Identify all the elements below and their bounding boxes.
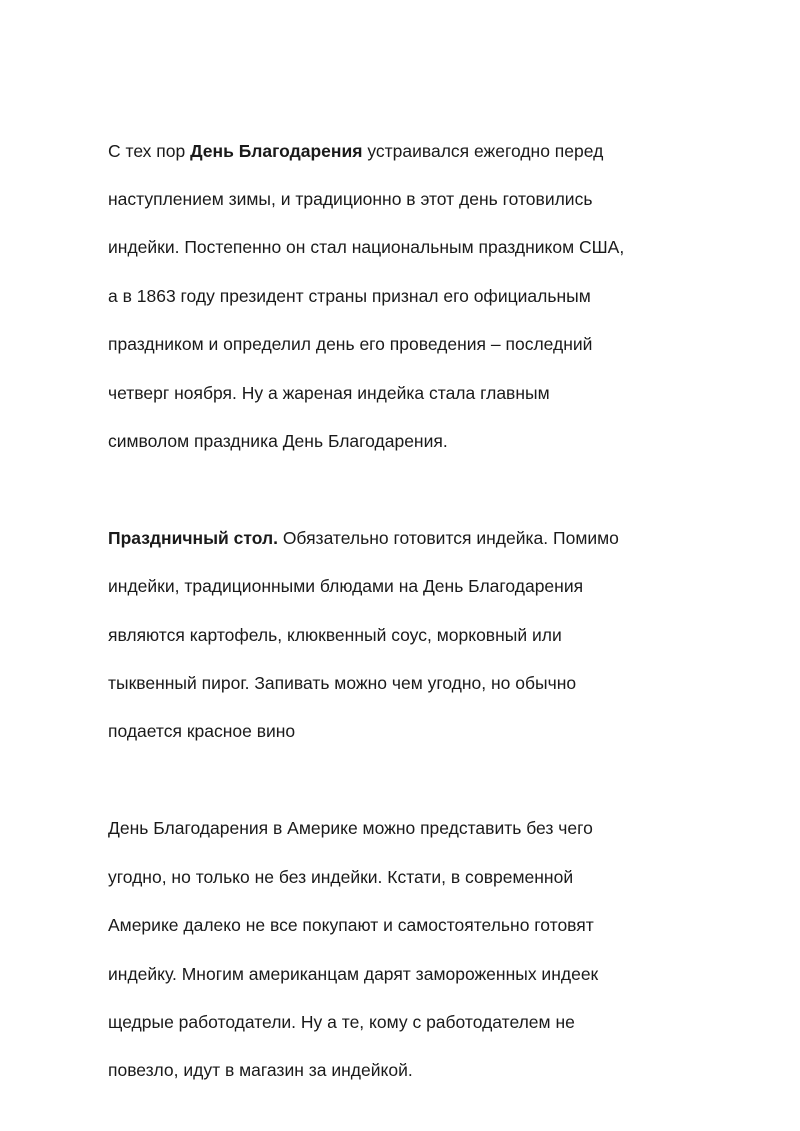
paragraph-1-bold-term: День Благодарения [190,140,363,161]
slide-text [108,66,698,1131]
paragraph-1-line: праздником и определил день его проведения – последний [108,334,593,355]
paragraph-3-line: угодно, но только не без индейки. Кстати, в современной [108,866,574,887]
paragraph-1-line: индейки. Постепенно он стал национальным праздником США, [108,237,625,258]
paragraph-2-bold-term: Праздничный стол. [108,527,278,548]
paragraph-3-line: щедрые работодатели. Ну а те, кому с работодателем не [108,1011,575,1032]
paragraph-2-line-1 [108,526,698,550]
paragraph-1-line-1 [108,139,698,163]
paragraph-2-line: являются картофель, клюквенный соус, морковный или [108,624,562,645]
paragraph-3-line: индейку. Многим американцам дарят замороженных индеек [108,963,599,984]
paragraph-3-line: День Благодарения в Америке можно представить без чего [108,818,593,839]
paragraph-1-rest: устраивался ежегодно перед [362,140,604,161]
paragraph-1-lead: С тех пор [108,140,191,161]
paragraph-2-rest: Обязательно готовится индейка. Помимо [277,527,619,548]
paragraph-3-line: Америке далеко не все покупают и самостоятельно готовят [108,915,594,936]
paragraph-2-line: индейки, традиционными блюдами на День Благодарения [108,576,584,597]
paragraph-2-line: тыквенный пирог. Запивать можно чем угодно, но обычно [108,673,577,694]
paragraph-1-line: наступлением зимы, и традиционно в этот день готовились [108,189,593,210]
paragraph-2-line: подается красное вино [108,721,296,742]
paragraph-1-line: а в 1863 году президент страны признал его официальным [108,285,591,306]
paragraph-3-line: повезло, идут в магазин за индейкой. [108,1060,413,1081]
paragraph-1-line: символом праздника День Благодарения. [108,431,448,452]
paragraph-1-line: четверг ноября. Ну а жареная индейка стала главным [108,382,550,403]
